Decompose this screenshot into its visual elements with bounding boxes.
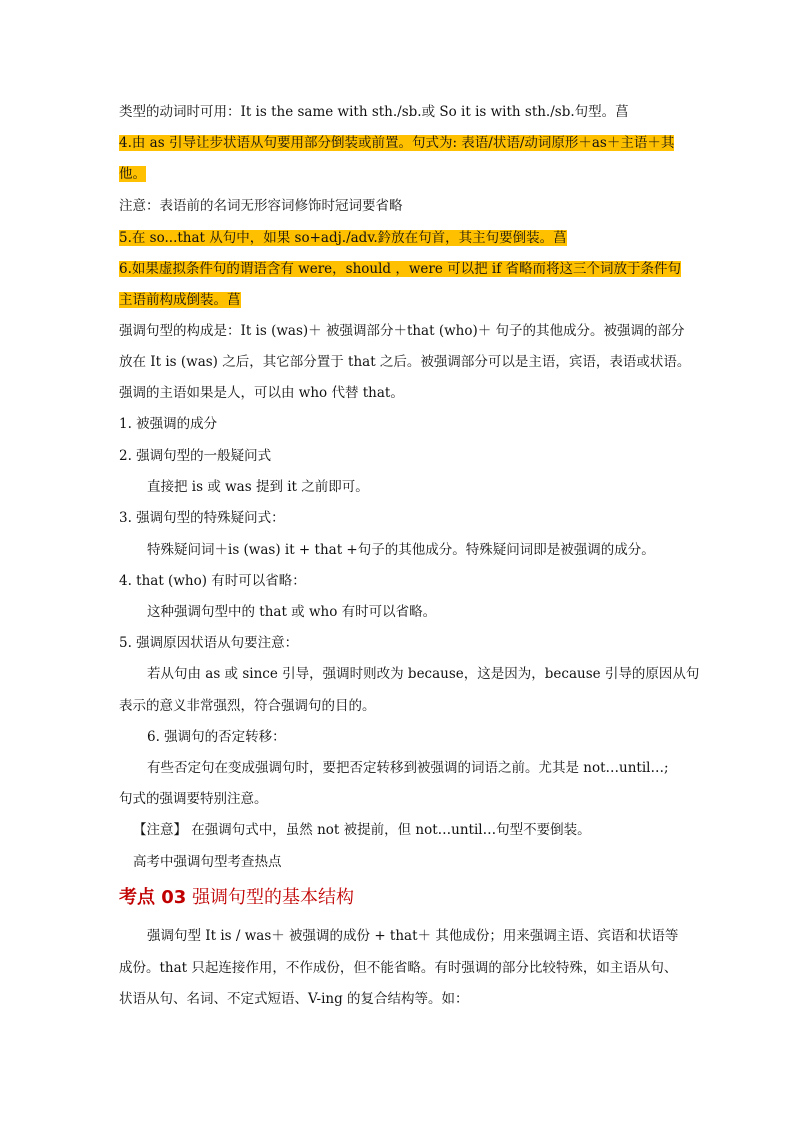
- list-item: 2. 强调句型的一般疑问式: [119, 448, 272, 464]
- highlighted-line: 6.如果虚拟条件句的谓语含有 were，should ，were 可以把 if 省略而将这三个词放于条件句: [119, 261, 682, 277]
- text-line: 特殊疑问词＋is (was) it + that +句子的其他成分。特殊疑问词即是被强调的成分。: [147, 542, 655, 558]
- highlighted-line: 4.由 as 引导让步状语从句要用部分倒装或前置。句式为: 表语/状语/动词原形＋as＋主语＋其: [119, 135, 675, 151]
- text-line: 注意：表语前的名词无形容词修饰时冠词要省略: [119, 198, 403, 214]
- text-line: 表示的意义非常强烈，符合强调句的目的。: [119, 698, 376, 714]
- list-item: 6. 强调句的否定转移：: [147, 729, 286, 745]
- text-line: 直接把 is 或 was 提到 it 之前即可。: [147, 479, 369, 495]
- text-line: 放在 It is (was) 之后，其它部分置于 that 之后。被强调部分可以是主语，宾语，表语或状语。: [119, 354, 691, 370]
- text-line: 类型的动词时可用：It is the same with sth./sb.或 So it is with sth./sb.句型。菖: [119, 104, 629, 120]
- text-line: 强调句型的构成是：It is (was)＋ 被强调部分＋that (who)＋ 句子的其他成分。被强调的部分: [119, 323, 685, 339]
- list-item: 5. 强调原因状语从句要注意：: [119, 635, 299, 651]
- text-line: 若从句由 as 或 since 引导，强调时则改为 because，这是因为，because 引导的原因从句: [147, 666, 700, 682]
- text-line: 有些否定句在变成强调句时，要把否定转移到被强调的词语之前。尤其是 not…until…;: [147, 760, 669, 776]
- section-heading: [119, 884, 354, 912]
- text-line: 强调句型 It is / was＋ 被强调的成份 + that＋ 其他成份；用来强调主语、宾语和状语等: [147, 928, 679, 944]
- text-line: 这种强调句型中的 that 或 who 有时可以省略。: [147, 604, 437, 620]
- highlighted-line: 他。: [119, 166, 146, 182]
- note-line: 【注意】 在强调句式中，虽然 not 被提前，但 not…until…句型不要倒装。: [133, 822, 591, 838]
- section-number: 考点 03: [119, 887, 187, 908]
- text-line: 状语从句、名词、不定式短语、V-ing 的复合结构等。如：: [119, 991, 469, 1007]
- text-line: 成份。that 只起连接作用，不作成份，但不能省略。有时强调的部分比较特殊，如主语从句、: [119, 960, 678, 976]
- text-line: 高考中强调句型考查热点: [133, 854, 282, 870]
- section-title: 强调句型的基本结构: [192, 887, 355, 908]
- highlighted-line: 5.在 so...that 从句中，如果 so+adj./adv.鈐放在句首，其主句要倒装。菖: [119, 230, 567, 246]
- list-item: 4. that (who) 有时可以省略：: [119, 573, 306, 589]
- list-item: 1. 被强调的成分: [119, 416, 218, 432]
- text-line: 强调的主语如果是人，可以由 who 代替 that。: [119, 385, 404, 401]
- list-item: 3. 强调句型的特殊疑问式：: [119, 510, 285, 526]
- text-line: 句式的强调要特别注意。: [119, 791, 268, 807]
- highlighted-line: 主语前构成倒装。菖: [119, 292, 241, 308]
